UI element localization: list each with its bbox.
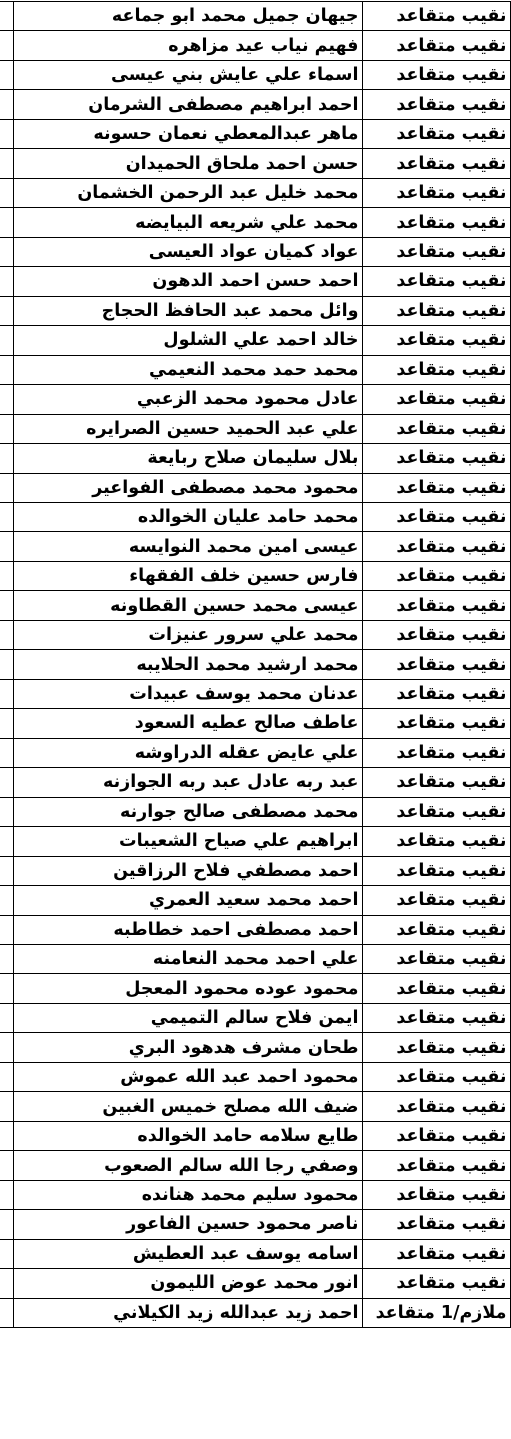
blank-cell (0, 267, 13, 296)
rank-cell: نقيب متقاعد (362, 915, 510, 944)
rank-cell: نقيب متقاعد (362, 1239, 510, 1268)
blank-cell (0, 679, 13, 708)
rank-cell: نقيب متقاعد (362, 856, 510, 885)
table-row (0, 414, 510, 443)
blank-cell (0, 1121, 13, 1150)
table-row (0, 1269, 510, 1298)
rank-cell: نقيب متقاعد (362, 1033, 510, 1062)
rank-cell: نقيب متقاعد (362, 60, 510, 89)
name-cell: ماهر عبدالمعطي نعمان حسونه (13, 119, 362, 148)
table-row (0, 1180, 510, 1209)
blank-cell (0, 1298, 13, 1327)
name-cell: محمود سليم محمد هنانده (13, 1180, 362, 1209)
blank-cell (0, 90, 13, 119)
rank-cell: نقيب متقاعد (362, 1121, 510, 1150)
table-row (0, 2, 510, 31)
blank-cell (0, 768, 13, 797)
rank-cell: نقيب متقاعد (362, 1003, 510, 1032)
blank-cell (0, 827, 13, 856)
rank-cell: نقيب متقاعد (362, 738, 510, 767)
rank-cell: نقيب متقاعد (362, 296, 510, 325)
blank-cell (0, 60, 13, 89)
blank-cell (0, 620, 13, 649)
name-cell: محمد حامد عليان الخوالده (13, 502, 362, 531)
name-cell: جيهان جميل محمد ابو جماعه (13, 2, 362, 31)
name-cell: محمد خليل عبد الرحمن الخشمان (13, 178, 362, 207)
name-cell: عدنان محمد يوسف عبيدات (13, 679, 362, 708)
name-cell: محمود محمد مصطفى الفواعير (13, 473, 362, 502)
blank-cell (0, 797, 13, 826)
table-row (0, 149, 510, 178)
rank-cell: نقيب متقاعد (362, 620, 510, 649)
blank-cell (0, 561, 13, 590)
table-row (0, 532, 510, 561)
blank-cell (0, 1003, 13, 1032)
blank-cell (0, 650, 13, 679)
name-cell: محمد ارشيد محمد الحلايبه (13, 650, 362, 679)
blank-cell (0, 414, 13, 443)
blank-cell (0, 1092, 13, 1121)
rank-cell: نقيب متقاعد (362, 31, 510, 60)
name-cell: احمد مصطفى احمد خطاطبه (13, 915, 362, 944)
blank-cell (0, 31, 13, 60)
rank-cell: نقيب متقاعد (362, 502, 510, 531)
rank-cell: نقيب متقاعد (362, 2, 510, 31)
name-cell: بلال سليمان صلاح ربايعة (13, 444, 362, 473)
rank-cell: نقيب متقاعد (362, 679, 510, 708)
blank-cell (0, 326, 13, 355)
blank-cell (0, 945, 13, 974)
name-cell: علي عبد الحميد حسين الصرايره (13, 414, 362, 443)
blank-cell (0, 1033, 13, 1062)
rank-cell: نقيب متقاعد (362, 149, 510, 178)
table-row (0, 1062, 510, 1091)
name-cell: عادل محمود محمد الزعبي (13, 385, 362, 414)
rank-cell: نقيب متقاعد (362, 797, 510, 826)
name-cell: محمد حمد محمد النعيمي (13, 355, 362, 384)
blank-cell (0, 1210, 13, 1239)
blank-cell (0, 974, 13, 1003)
table-row (0, 738, 510, 767)
blank-cell (0, 119, 13, 148)
table-row (0, 915, 510, 944)
table-row (0, 473, 510, 502)
table-row (0, 709, 510, 738)
rank-cell: نقيب متقاعد (362, 119, 510, 148)
rank-cell: نقيب متقاعد (362, 1269, 510, 1298)
rank-cell: نقيب متقاعد (362, 178, 510, 207)
table-row (0, 502, 510, 531)
name-cell: عبد ربه عادل عبد ربه الجوازنه (13, 768, 362, 797)
name-cell: محمد علي سرور عنيزات (13, 620, 362, 649)
name-cell: محمد علي شريعه البيايضه (13, 208, 362, 237)
name-cell: محمود عوده محمود المعجل (13, 974, 362, 1003)
name-cell: عيسى محمد حسين القطاونه (13, 591, 362, 620)
table-row (0, 591, 510, 620)
name-cell: علي عايض عقله الدراوشه (13, 738, 362, 767)
name-cell: اسامه يوسف عبد العطيش (13, 1239, 362, 1268)
name-cell: فارس حسين خلف الفقهاء (13, 561, 362, 590)
table-row (0, 768, 510, 797)
rank-cell: نقيب متقاعد (362, 1180, 510, 1209)
blank-cell (0, 856, 13, 885)
name-cell: طايع سلامه حامد الخوالده (13, 1121, 362, 1150)
table-row (0, 827, 510, 856)
name-cell: ناصر محمود حسين الفاعور (13, 1210, 362, 1239)
table-row (0, 444, 510, 473)
rank-cell: نقيب متقاعد (362, 414, 510, 443)
roster-sheet (0, 1, 511, 1328)
name-cell: عاطف صالح عطيه السعود (13, 709, 362, 738)
rank-cell: نقيب متقاعد (362, 90, 510, 119)
table-row (0, 326, 510, 355)
blank-cell (0, 1180, 13, 1209)
name-cell: ضيف الله مصلح خميس الغبين (13, 1092, 362, 1121)
rank-cell: نقيب متقاعد (362, 473, 510, 502)
rank-cell: نقيب متقاعد (362, 532, 510, 561)
rank-cell: نقيب متقاعد (362, 267, 510, 296)
blank-cell (0, 1151, 13, 1180)
rank-cell: ملازم/1 متقاعد (362, 1298, 510, 1327)
blank-cell (0, 237, 13, 266)
name-cell: احمد مصطفي فلاح الرزاقين (13, 856, 362, 885)
rank-cell: نقيب متقاعد (362, 561, 510, 590)
table-row (0, 679, 510, 708)
rank-cell: نقيب متقاعد (362, 974, 510, 1003)
table-row (0, 886, 510, 915)
table-row (0, 355, 510, 384)
name-cell: عواد كميان عواد العيسى (13, 237, 362, 266)
rank-cell: نقيب متقاعد (362, 385, 510, 414)
name-cell: علي احمد محمد النعامنه (13, 945, 362, 974)
table-row (0, 974, 510, 1003)
table-row (0, 267, 510, 296)
rank-cell: نقيب متقاعد (362, 945, 510, 974)
rank-cell: نقيب متقاعد (362, 1092, 510, 1121)
rank-cell: نقيب متقاعد (362, 444, 510, 473)
blank-cell (0, 178, 13, 207)
table-row (0, 1033, 510, 1062)
table-row (0, 60, 510, 89)
name-cell: احمد زيد عبدالله زيد الكيلاني (13, 1298, 362, 1327)
blank-cell (0, 296, 13, 325)
name-cell: ابراهيم علي صياح الشعيبات (13, 827, 362, 856)
blank-cell (0, 385, 13, 414)
blank-cell (0, 886, 13, 915)
table-row (0, 90, 510, 119)
blank-cell (0, 355, 13, 384)
blank-cell (0, 532, 13, 561)
name-cell: محمد مصطفى صالح جوارنه (13, 797, 362, 826)
table-row (0, 1298, 510, 1327)
name-cell: طحان مشرف هدهود البري (13, 1033, 362, 1062)
blank-cell (0, 444, 13, 473)
table-row (0, 385, 510, 414)
rank-cell: نقيب متقاعد (362, 1210, 510, 1239)
table-row (0, 945, 510, 974)
rank-cell: نقيب متقاعد (362, 709, 510, 738)
table-row (0, 237, 510, 266)
blank-cell (0, 709, 13, 738)
roster-table (0, 1, 511, 1328)
table-row (0, 1239, 510, 1268)
rank-cell: نقيب متقاعد (362, 591, 510, 620)
name-cell: اسماء علي عايش بني عيسى (13, 60, 362, 89)
rank-cell: نقيب متقاعد (362, 650, 510, 679)
name-cell: احمد محمد سعيد العمري (13, 886, 362, 915)
name-cell: وائل محمد عبد الحافظ الحجاج (13, 296, 362, 325)
table-row (0, 797, 510, 826)
blank-cell (0, 2, 13, 31)
table-row (0, 1121, 510, 1150)
name-cell: احمد ابراهيم مصطفى الشرمان (13, 90, 362, 119)
table-row (0, 178, 510, 207)
blank-cell (0, 738, 13, 767)
name-cell: خالد احمد علي الشلول (13, 326, 362, 355)
blank-cell (0, 473, 13, 502)
table-row (0, 856, 510, 885)
rank-cell: نقيب متقاعد (362, 1151, 510, 1180)
blank-cell (0, 1239, 13, 1268)
table-row (0, 119, 510, 148)
name-cell: محمود احمد عبد الله عموش (13, 1062, 362, 1091)
table-row (0, 650, 510, 679)
table-row (0, 296, 510, 325)
roster-body (0, 2, 510, 1328)
table-row (0, 561, 510, 590)
table-row (0, 1092, 510, 1121)
blank-cell (0, 591, 13, 620)
name-cell: عيسى امين محمد النوايسه (13, 532, 362, 561)
rank-cell: نقيب متقاعد (362, 355, 510, 384)
name-cell: انور محمد عوض الليمون (13, 1269, 362, 1298)
rank-cell: نقيب متقاعد (362, 827, 510, 856)
blank-cell (0, 1062, 13, 1091)
name-cell: ايمن فلاح سالم التميمي (13, 1003, 362, 1032)
rank-cell: نقيب متقاعد (362, 1062, 510, 1091)
name-cell: حسن احمد ملحاق الحميدان (13, 149, 362, 178)
name-cell: وصفي رجا الله سالم الصعوب (13, 1151, 362, 1180)
blank-cell (0, 208, 13, 237)
rank-cell: نقيب متقاعد (362, 768, 510, 797)
table-row (0, 620, 510, 649)
table-row (0, 1003, 510, 1032)
table-row (0, 1151, 510, 1180)
blank-cell (0, 149, 13, 178)
rank-cell: نقيب متقاعد (362, 237, 510, 266)
table-row (0, 208, 510, 237)
blank-cell (0, 1269, 13, 1298)
rank-cell: نقيب متقاعد (362, 886, 510, 915)
rank-cell: نقيب متقاعد (362, 326, 510, 355)
rank-cell: نقيب متقاعد (362, 208, 510, 237)
name-cell: احمد حسن احمد الدهون (13, 267, 362, 296)
blank-cell (0, 502, 13, 531)
table-row (0, 31, 510, 60)
name-cell: فهيم نياب عيد مزاهره (13, 31, 362, 60)
blank-cell (0, 915, 13, 944)
table-row (0, 1210, 510, 1239)
